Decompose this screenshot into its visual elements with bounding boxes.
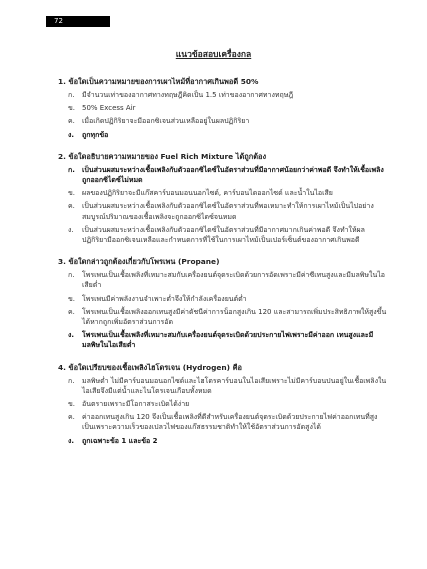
question-title: 1. ข้อใดเป็นความหมายของการเผาไหม้ที่อากาศเกินพอดี 50%: [58, 77, 259, 86]
option-letter: ง.: [68, 130, 75, 139]
option-text: ถูกทุกข้อ: [82, 130, 109, 139]
answer-option-correct: [58, 436, 388, 446]
page-number-tab: [46, 16, 110, 27]
option-letter: ก.: [68, 271, 75, 280]
option-letter: ง.: [68, 331, 75, 340]
page-number: 72: [54, 17, 63, 25]
option-letter: ค.: [68, 307, 75, 316]
option-letter: ค.: [68, 117, 75, 126]
option-letter: ค.: [68, 413, 75, 422]
option-letter: ข.: [68, 400, 76, 409]
option-text: เป็นส่วนผสมระหว่างเชื้อเพลิงกับตัวออกซิไดซ์ในอัตราส่วนที่พอเหมาะทำให้การเผาไหม้เป็นไปอย่างสมบูรณ์ปริมาณของเชื้อเพลิงจะถูกออกซิไดซ์จนหมด: [82, 202, 374, 221]
option-text: โพรเพนเป็นเชื้อเพลิงที่เหมาะสมกับเครื่องยนต์จุดระเบิดด้วยประกายไฟเพราะมีค่าออก เทนสูงและมีมลพิษในไอเสียต่ำ: [82, 331, 374, 350]
option-text: เป็นส่วนผสมระหว่างเชื้อเพลิงกับตัวออกซิไดซ์ในอัตราส่วนที่มีอากาศมากเกินค่าพอดี จึงทำให้ผลปฏิกิริยามีออกซิเจนเหลือและกำหนดการที่ใช้ในการเผาไหม้เป็นเปอร์เซ็นต์ของอากาศเกินพอดี: [82, 225, 365, 245]
answer-option: [58, 412, 388, 432]
option-text: มลพิษต่ำ ไม่มีคาร์บอนมอนอกไซด์และไฮโดรคาร์บอนในไอเสียเพราะไม่มีคาร์บอนปนอยู่ในเชื้อเพลิงในไอเสียจึงมีแต่น้ำและไนโตรเจนเกือบทั้งหมด: [82, 376, 387, 395]
question-title: 2. ข้อใดอธิบายความหมายของ Fuel Rich Mixture ได้ถูกต้อง: [58, 151, 267, 161]
option-letter: ก.: [68, 376, 75, 385]
option-text: โพรเพนเป็นเชื้อเพลิงที่เหมาะสมกับเครื่องยนต์จุดระเบิดด้วยการอัดเพราะมีค่าซีเทนสูงและมีมลพิษในไอเสียต่ำ: [82, 271, 385, 290]
document-title: แนวข้อสอบเครื่องกล: [175, 50, 252, 60]
answer-option-correct: [58, 330, 388, 350]
answer-option: [58, 399, 388, 409]
option-letter: ก.: [68, 165, 75, 174]
question-block: [58, 256, 388, 350]
answer-option-correct: [58, 165, 388, 185]
option-text: โพรเพนมีค่าพลังงานจำเพาะต่ำจึงให้กำลังเครื่องยนต์ต่ำ: [82, 294, 247, 303]
option-letter: ค.: [68, 202, 75, 211]
question-block: [58, 362, 388, 446]
option-text: อันตรายเพราะมีโอกาสระเบิดได้ง่าย: [82, 400, 190, 409]
answer-option-correct: [58, 130, 388, 140]
question-list: [58, 76, 388, 457]
question-title: 4. ข้อใดเปรียบของเชื้อเพลิงไฮโดรเจน (Hydrogen) คือ: [58, 362, 242, 372]
option-text: ถูกเฉพาะข้อ 1 และข้อ 2: [82, 436, 158, 445]
option-letter: ข.: [68, 104, 76, 113]
answer-option: [58, 90, 388, 100]
answer-option: [58, 116, 388, 126]
answer-option: [58, 201, 388, 221]
answer-option: [58, 307, 388, 327]
option-letter: ข.: [68, 189, 76, 198]
answer-option: [58, 103, 388, 113]
option-text: 50% Excess Air: [82, 104, 136, 113]
answer-option: [58, 294, 388, 304]
option-letter: ข.: [68, 294, 76, 303]
option-text: มีจำนวนเท่าของอากาศทางทฤษฎีคิดเป็น 1.5 เท่าของอากาศทางทฤษฎี: [82, 91, 294, 99]
question-block: [58, 76, 388, 140]
option-letter: ง.: [68, 436, 75, 445]
option-letter: ก.: [68, 91, 75, 99]
option-text: ผลของปฏิกิริยาจะมีแก๊สคาร์บอนมอนนอกไซด์, คาร์บอนไดออกไซด์ และน้ำในไอเสีย: [82, 189, 333, 198]
option-letter: ง.: [68, 225, 74, 234]
question-title: 3. ข้อใดกล่าวถูกต้องเกี่ยวกับโพรเพน (Propane): [58, 257, 220, 267]
question-block: [58, 151, 388, 245]
option-text: เมื่อเกิดปฏิกิริยาจะมีออกซิเจนส่วนเหลืออยู่ในผลปฏิกิริยา: [82, 117, 250, 126]
answer-option: [58, 225, 388, 245]
option-text: ค่าออกเทนสูงเกิน 120 จึงเป็นเชื้อเพลิงที่ดีสำหรับเครื่องยนต์จุดระเบิดด้วยประกายไฟค่าออกเทนที่สูงเป็นเพราะความเร็วของเปลวไฟของแก๊สธรรมชาติทำให้ใช้อัตราส่วนการอัดสูงได้: [82, 413, 378, 432]
answer-option: [58, 376, 388, 396]
answer-option: [58, 270, 388, 290]
option-text: โพรเพนเป็นเชื้อเพลิงออกเทนสูงมีค่าดัชนีค่าการน็อกสูงเกิน 120 และสามารถเพิ่มประสิทธิภาพให้สูงขึ้นได้หากถูกเพิ่มอัตราส่วนการอัด: [82, 307, 387, 327]
option-text: เป็นส่วนผสมระหว่างเชื้อเพลิงกับตัวออกซิไดซ์ในอัตราส่วนที่มีอากาศน้อยกว่าค่าพอดี จึงทำให้เชื้อเพลิงถูกออกซิไดซ์ไม่หมด: [82, 165, 384, 185]
answer-option: [58, 188, 388, 198]
